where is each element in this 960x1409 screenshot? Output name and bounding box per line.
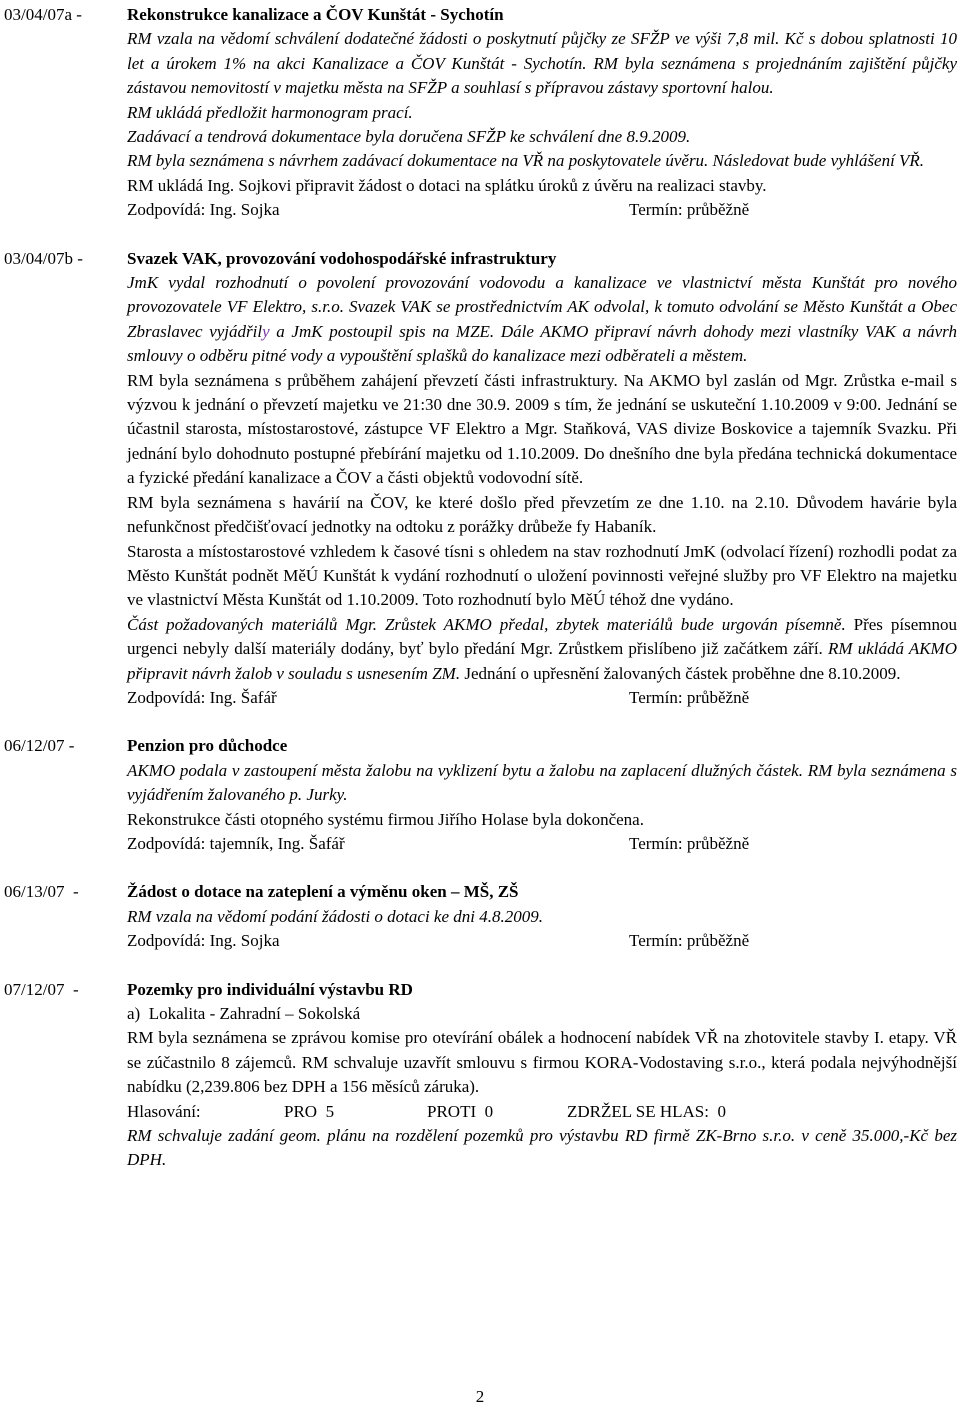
text-span: y xyxy=(262,321,270,341)
item-paragraph: RM ukládá předložit harmonogram prací. xyxy=(127,102,413,122)
item-paragraph: RM vzala na vědomí schválení dodatečné žádosti o poskytnutí půjčky ze SFŽP ve výši 7,8 mil. Kč s dobou splatnosti 10 let a úrokem 1% na akci Kanalizace a ČOV Kunštát - Sychotín. RM byla seznámena s projednáním zajištění půjčky zástavou nemovitostí v majetku města na SFŽP a souhlasí s přípravou zástavy sportovní halou. xyxy=(127,29,957,98)
text-span: RM ukládá AKMO připravit návrh žalob v souladu s usnesením ZM. xyxy=(127,639,957,683)
item-paragraph: Rekonstrukce části otopného systému firmou Jiřího Holase byla dokončena. xyxy=(127,809,644,829)
item-paragraph xyxy=(127,271,960,369)
vote-proti: PROTI 0 xyxy=(427,1101,494,1121)
item-paragraph xyxy=(127,613,960,686)
page-number: 2 xyxy=(475,1387,485,1406)
vote-pro: PRO 5 xyxy=(284,1101,335,1121)
agenda-item-03-04-07a xyxy=(0,3,960,223)
item-paragraph: RM byla seznámena se zprávou komise pro otevírání obálek a hodnocení nabídek VŘ na zhotovitele stavby I. etapy. VŘ se zúčastnilo 8 zájemců. RM schvaluje uzavřít smlouvu s firmou KORA-Vodostaving s.r.o., která podala nejvýhodnější nabídku (2,239.806 bez DPH a 156 měsíců záruka). xyxy=(127,1028,957,1097)
item-number: 06/13/07 - xyxy=(4,882,79,902)
agenda-item-06-13-07 xyxy=(0,880,960,953)
item-paragraph: Zadávací a tendrová dokumentace byla doručena SFŽP ke schválení dne 8.9.2009. xyxy=(127,127,691,147)
item-title: Žádost o dotace na zateplení a výměnu oken – MŠ, ZŠ xyxy=(127,882,519,902)
item-number: 03/04/07b - xyxy=(4,248,83,268)
item-paragraph: RM byla seznámena s návrhem zadávací dokumentace na VŘ na poskytovatele úvěru. Následovat bude vyhlášení VŘ. xyxy=(127,151,925,171)
item-number: 06/12/07 - xyxy=(4,736,75,756)
responsibility-line xyxy=(127,929,960,953)
text-span: a JmK postoupil spis na MZE. Dále AKMO připraví návrh dohody mezi vlastníky VAK a návrh smlouvy o odběru pitné vody a vypouštění splašků do kanalizace mezi odběrateli a městem. xyxy=(127,321,957,366)
item-paragraph: RM byla seznámena s havárií na ČOV, ke které došlo před převzetím ze dne 1.10. na 2.10. Důvodem havárie byla nefunkčnost předčišťovací jednotky na odtoku z porážky drůbeže fy Habaník. xyxy=(127,492,957,537)
term: Termín: průběžně xyxy=(629,200,750,220)
responsible-person: Zodpovídá: Ing. Šafář xyxy=(127,687,277,707)
vote-line xyxy=(127,1100,960,1124)
term: Termín: průběžně xyxy=(629,833,750,853)
item-paragraph: RM schvaluje zadání geom. plánu na rozdělení pozemků pro výstavbu RD firmě ZK-Brno s.r.o. v ceně 35.000,-Kč bez DPH. xyxy=(127,1125,957,1170)
responsibility-line xyxy=(127,198,960,222)
item-number: 07/12/07 - xyxy=(4,979,79,999)
responsibility-line xyxy=(127,832,960,856)
text-span: Část požadovaných materiálů Mgr. Zrůstek AKMO předal, zbytek materiálů bude urgován písemně. xyxy=(127,614,846,634)
item-paragraph: AKMO podala v zastoupení města žalobu na vyklizení bytu a žalobu na zaplacení dlužných částek. RM byla seznámena s vyjádřením žalovaného p. Jurky. xyxy=(127,760,957,805)
vote-label: Hlasování: xyxy=(127,1101,201,1121)
sub-heading: a) Lokalita - Zahradní – Sokolská xyxy=(127,1003,361,1023)
vote-abstain: ZDRŽEL SE HLAS: 0 xyxy=(567,1101,726,1121)
term: Termín: průběžně xyxy=(629,687,750,707)
document-page xyxy=(0,3,960,1197)
responsibility-line xyxy=(127,686,960,710)
text-span: JmK vydal rozhodnutí o povolení provozování vodovodu a kanalizace ve vlastnictví města Kunštát pro nového provozovatele VF Elektro, s.r.o. Svazek VAK se prostřednictvím AK odvolal, k tomuto odvolání se Město Kunštát a Obec Zbraslavec vyjádřil xyxy=(127,273,957,341)
item-title: Pozemky pro individuální výstavbu RD xyxy=(127,979,413,999)
responsible-person: Zodpovídá: Ing. Sojka xyxy=(127,931,280,951)
text-span: Jednání o upřesnění žalovaných částek proběhne dne 8.10.2009. xyxy=(460,663,901,683)
item-title: Rekonstrukce kanalizace a ČOV Kunštát - Sychotín xyxy=(127,5,504,24)
agenda-item-06-12-07 xyxy=(0,734,960,856)
agenda-item-07-12-07 xyxy=(0,978,960,1173)
responsible-person: Zodpovídá: tajemník, Ing. Šafář xyxy=(127,833,345,853)
item-title: Svazek VAK, provozování vodohospodářské infrastruktury xyxy=(127,248,557,268)
text-span: Přes písemnou urgenci nebyly další materiály dodány, byť bylo předání Mgr. Zrůstkem přislíbeno již začátkem září. xyxy=(127,614,957,659)
item-paragraph: RM vzala na vědomí podání žádosti o dotaci ke dni 4.8.2009. xyxy=(127,906,543,926)
item-number: 03/04/07a - xyxy=(4,5,82,24)
term: Termín: průběžně xyxy=(629,931,750,951)
responsible-person: Zodpovídá: Ing. Sojka xyxy=(127,200,280,220)
agenda-item-03-04-07b xyxy=(0,247,960,711)
item-title: Penzion pro důchodce xyxy=(127,736,288,756)
item-paragraph: Starosta a místostarostové vzhledem k časové tísni s ohledem na stav rozhodnutí JmK (odvolací řízení) rozhodli podat za Město Kunštát podnět MěÚ Kunštát k vydání rozhodnutí o uložení povinnosti veřejné služby pro VF Elektro na majetku ve vlastnictví Města Kunštát od 1.10.2009. Toto rozhodnutí bylo MěÚ téhož dne vydáno. xyxy=(127,541,957,610)
item-paragraph: RM ukládá Ing. Sojkovi připravit žádost o dotaci na splátku úroků z úvěru na realizaci stavby. xyxy=(127,175,767,195)
item-paragraph: RM byla seznámena s průběhem zahájení převzetí části infrastruktury. Na AKMO byl zaslán od Mgr. Zrůstka e-mail s výzvou k jednání o převzetí majetku ve 21:30 dne 30.9. 2009 s tím, že jednání se uskuteční 1.10.2009 v 9:00. Jednání se účastnil starosta, místostarostové, zástupce VF Elektro a Mgr. Staňková, VAS divize Boskovice a tajemník Svazku. Při jednání bylo dohodnuto postupné přebírání majetku od 1.10.2009. Do dnešního dne byla předána technická dokumentace a fyzické předání kanalizace a ČOV a části objektů vodovodní sítě. xyxy=(127,370,957,488)
